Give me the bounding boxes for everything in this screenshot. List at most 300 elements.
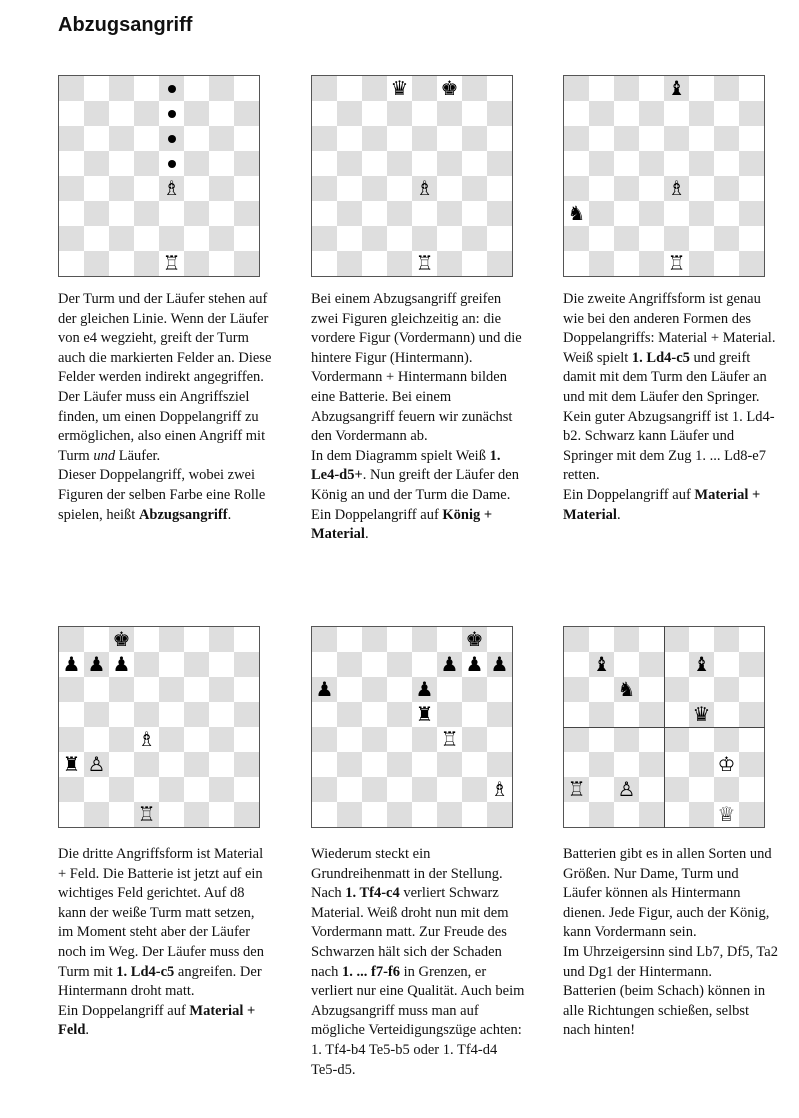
square-g6 — [714, 677, 739, 702]
square-d7 — [387, 101, 412, 126]
square-b6 — [84, 126, 109, 151]
square-f7 — [437, 101, 462, 126]
square-f6 — [437, 677, 462, 702]
square-a3 — [59, 752, 84, 777]
paragraph — [58, 466, 273, 525]
black-pawn-icon: ♟ — [490, 652, 509, 676]
square-g3 — [209, 752, 234, 777]
marked-square-dot — [168, 110, 176, 118]
square-c6 — [362, 126, 387, 151]
square-e1 — [664, 802, 689, 827]
square-g6 — [209, 677, 234, 702]
square-b1 — [84, 802, 109, 827]
black-pawn-icon: ♟ — [465, 652, 484, 676]
square-h7 — [739, 101, 764, 126]
square-d2 — [134, 777, 159, 802]
square-a4 — [59, 727, 84, 752]
square-d4 — [639, 176, 664, 201]
text-run: verliert Schwarz Material. Weiß droht nun mit dem Vordermann matt. Zur Freude des Schwarzen hält sich der Schaden nach — [311, 885, 509, 980]
square-g7 — [462, 652, 487, 677]
square-c4 — [614, 727, 639, 752]
square-d3 — [134, 752, 159, 777]
chessboard-diagram-4 — [58, 626, 260, 828]
square-e7 — [159, 652, 184, 677]
square-h8 — [234, 76, 259, 101]
bold-text: 1. Tf4-c4 — [345, 885, 400, 902]
square-h3 — [487, 752, 512, 777]
square-c3 — [362, 752, 387, 777]
square-e5 — [159, 151, 184, 176]
square-h5 — [487, 151, 512, 176]
square-h5 — [487, 702, 512, 727]
square-a3 — [59, 201, 84, 226]
square-c3 — [614, 201, 639, 226]
paragraph — [311, 845, 526, 1080]
square-h1 — [739, 802, 764, 827]
square-c7 — [614, 101, 639, 126]
square-c6 — [109, 677, 134, 702]
square-h5 — [739, 151, 764, 176]
square-a1 — [59, 251, 84, 276]
square-g4 — [209, 727, 234, 752]
square-f1 — [437, 802, 462, 827]
square-c2 — [362, 226, 387, 251]
text-column-4 — [58, 845, 273, 1041]
square-g2 — [209, 226, 234, 251]
square-d8 — [387, 76, 412, 101]
square-h2 — [487, 777, 512, 802]
square-d5 — [639, 151, 664, 176]
square-e3 — [664, 752, 689, 777]
square-c5 — [362, 151, 387, 176]
square-c3 — [614, 752, 639, 777]
text-column-3 — [563, 290, 778, 525]
black-rook-icon: ♜ — [62, 752, 81, 776]
square-c7 — [109, 101, 134, 126]
square-g8 — [462, 76, 487, 101]
square-b6 — [337, 677, 362, 702]
square-h8 — [487, 627, 512, 652]
text-column-6 — [563, 845, 778, 1041]
square-h1 — [234, 802, 259, 827]
chessboard-diagram-1 — [58, 75, 260, 277]
square-b1 — [337, 251, 362, 276]
square-a6 — [59, 677, 84, 702]
square-b2 — [337, 777, 362, 802]
square-a6 — [564, 126, 589, 151]
square-h3 — [234, 752, 259, 777]
square-a8 — [312, 76, 337, 101]
marked-square-dot — [168, 160, 176, 168]
square-f5 — [689, 702, 714, 727]
black-pawn-icon: ♟ — [440, 652, 459, 676]
white-king-icon: ♔ — [717, 752, 736, 776]
square-g5 — [462, 702, 487, 727]
paragraph — [563, 982, 778, 1041]
square-g2 — [462, 226, 487, 251]
bold-text: 1. Le4-d5+ — [311, 447, 501, 484]
square-h4 — [739, 176, 764, 201]
square-a8 — [312, 627, 337, 652]
paragraph — [563, 845, 778, 943]
white-queen-icon: ♕ — [717, 802, 736, 826]
square-d4 — [387, 176, 412, 201]
square-c4 — [109, 176, 134, 201]
square-e7 — [664, 101, 689, 126]
square-h7 — [739, 652, 764, 677]
square-b5 — [84, 702, 109, 727]
square-c5 — [362, 702, 387, 727]
square-g7 — [209, 101, 234, 126]
square-b8 — [337, 627, 362, 652]
square-b4 — [84, 727, 109, 752]
black-queen-icon: ♛ — [390, 76, 409, 100]
square-h8 — [739, 627, 764, 652]
square-c5 — [109, 702, 134, 727]
square-e1 — [412, 802, 437, 827]
bold-text: Material + Feld — [58, 1002, 256, 1039]
text-column-1 — [58, 290, 273, 525]
text-run: Wiederum steckt ein Grundreihenmatt in der Stellung. Nach — [311, 846, 503, 902]
white-bishop-icon: ♗ — [137, 727, 156, 751]
square-a4 — [564, 176, 589, 201]
square-h6 — [234, 677, 259, 702]
square-e4 — [664, 727, 689, 752]
quadrant-divider-horizontal — [563, 727, 765, 728]
square-e7 — [412, 652, 437, 677]
square-a2 — [564, 777, 589, 802]
text-run: Batterien gibt es in allen Sorten und Größen. Nur Dame, Turm und Läufer können als Hintermann dienen. Jede Figur, auch der König, kann Vordermann sein. — [563, 846, 772, 941]
square-g1 — [209, 251, 234, 276]
text-run: . Nun greift der Läufer den König an und der Turm die Dame. Ein Doppelangriff auf — [311, 467, 519, 523]
paragraph — [563, 290, 778, 349]
square-b3 — [589, 201, 614, 226]
square-f5 — [184, 702, 209, 727]
black-bishop-icon: ♝ — [692, 652, 711, 676]
black-rook-icon: ♜ — [415, 702, 434, 726]
square-h8 — [739, 76, 764, 101]
square-b1 — [589, 251, 614, 276]
square-f8 — [689, 76, 714, 101]
page-title: Abzugsangriff — [58, 14, 193, 36]
square-h1 — [234, 251, 259, 276]
square-f5 — [184, 151, 209, 176]
square-h2 — [739, 226, 764, 251]
square-d8 — [639, 76, 664, 101]
square-d2 — [134, 226, 159, 251]
square-a2 — [564, 226, 589, 251]
square-h6 — [487, 677, 512, 702]
square-e7 — [159, 101, 184, 126]
square-e6 — [664, 677, 689, 702]
square-e2 — [412, 777, 437, 802]
square-b1 — [337, 802, 362, 827]
square-a7 — [59, 652, 84, 677]
square-g6 — [462, 677, 487, 702]
square-b4 — [84, 176, 109, 201]
square-d3 — [639, 752, 664, 777]
square-d5 — [134, 702, 159, 727]
marked-square-dot — [168, 135, 176, 143]
square-b3 — [84, 752, 109, 777]
bold-text: 1. Ld4-c5 — [116, 963, 175, 980]
square-f5 — [437, 702, 462, 727]
square-f2 — [437, 226, 462, 251]
black-pawn-icon: ♟ — [62, 652, 81, 676]
square-f4 — [689, 727, 714, 752]
square-a5 — [564, 151, 589, 176]
square-b4 — [589, 727, 614, 752]
square-c4 — [362, 176, 387, 201]
square-c1 — [109, 802, 134, 827]
square-a3 — [312, 752, 337, 777]
square-a1 — [312, 802, 337, 827]
square-b6 — [589, 126, 614, 151]
text-run: in Grenzen, er verliert nur eine Qualität. Auch beim Abzugsangriff muss man auf mögliche Verteidigungszüge achten: 1. Tf4-b4 Te5-b5 oder 1. Tf4-d4 Te5-d5. — [311, 963, 525, 1078]
square-b7 — [84, 101, 109, 126]
square-d3 — [387, 752, 412, 777]
square-d5 — [639, 702, 664, 727]
square-h6 — [234, 126, 259, 151]
square-d2 — [387, 777, 412, 802]
black-pawn-icon: ♟ — [315, 677, 334, 701]
square-h1 — [487, 251, 512, 276]
chessboard-diagram-3 — [563, 75, 765, 277]
square-g5 — [714, 702, 739, 727]
square-c3 — [109, 752, 134, 777]
square-b4 — [337, 727, 362, 752]
square-g5 — [462, 151, 487, 176]
square-f7 — [184, 652, 209, 677]
square-f3 — [184, 201, 209, 226]
square-c3 — [362, 201, 387, 226]
square-d2 — [639, 777, 664, 802]
square-g8 — [714, 627, 739, 652]
square-f6 — [184, 677, 209, 702]
square-e4 — [159, 176, 184, 201]
square-d6 — [639, 126, 664, 151]
square-c6 — [614, 677, 639, 702]
paragraph — [311, 290, 526, 447]
square-g1 — [462, 802, 487, 827]
square-f4 — [184, 176, 209, 201]
black-king-icon: ♚ — [465, 627, 484, 651]
square-f8 — [184, 76, 209, 101]
square-c8 — [614, 76, 639, 101]
square-g4 — [714, 176, 739, 201]
text-column-5 — [311, 845, 526, 1080]
square-e4 — [664, 176, 689, 201]
bold-text: Abzugsangriff — [138, 506, 228, 523]
square-h4 — [487, 727, 512, 752]
marked-square-dot — [168, 85, 176, 93]
square-f8 — [184, 627, 209, 652]
square-e4 — [412, 727, 437, 752]
square-c8 — [614, 627, 639, 652]
black-bishop-icon: ♝ — [667, 76, 686, 100]
text-run: . — [227, 506, 232, 523]
square-b7 — [337, 101, 362, 126]
square-d7 — [134, 101, 159, 126]
square-a4 — [312, 176, 337, 201]
text-run: angreifen. Der Hintermann droht matt. — [58, 963, 262, 1000]
square-g2 — [714, 226, 739, 251]
square-g7 — [462, 101, 487, 126]
bold-text: 1. ... f7-f6 — [342, 963, 400, 980]
white-rook-icon: ♖ — [415, 251, 434, 275]
square-f6 — [689, 677, 714, 702]
square-d6 — [134, 126, 159, 151]
square-g4 — [209, 176, 234, 201]
square-d1 — [387, 802, 412, 827]
square-c8 — [109, 627, 134, 652]
square-b8 — [84, 76, 109, 101]
square-c7 — [362, 652, 387, 677]
white-bishop-icon: ♗ — [162, 176, 181, 200]
square-e6 — [159, 126, 184, 151]
square-b2 — [84, 226, 109, 251]
square-b5 — [589, 702, 614, 727]
black-queen-icon: ♛ — [692, 702, 711, 726]
square-g8 — [714, 76, 739, 101]
square-c8 — [362, 76, 387, 101]
square-f5 — [437, 151, 462, 176]
square-f3 — [437, 752, 462, 777]
square-f7 — [184, 101, 209, 126]
paragraph — [58, 290, 273, 466]
square-a5 — [564, 702, 589, 727]
square-d8 — [134, 76, 159, 101]
square-d6 — [387, 126, 412, 151]
white-pawn-icon: ♙ — [87, 752, 106, 776]
square-h2 — [234, 226, 259, 251]
chessboard-diagram-5 — [311, 626, 513, 828]
paragraph — [58, 845, 273, 1002]
square-d7 — [387, 652, 412, 677]
square-e8 — [159, 76, 184, 101]
square-h6 — [739, 126, 764, 151]
square-h2 — [739, 777, 764, 802]
square-d6 — [387, 677, 412, 702]
square-d4 — [134, 176, 159, 201]
text-run: . — [364, 526, 369, 543]
square-f3 — [184, 752, 209, 777]
white-rook-icon: ♖ — [137, 802, 156, 826]
square-b4 — [337, 176, 362, 201]
square-e8 — [412, 76, 437, 101]
square-b6 — [589, 677, 614, 702]
square-f8 — [689, 627, 714, 652]
square-g5 — [209, 151, 234, 176]
square-b2 — [84, 777, 109, 802]
square-g7 — [714, 101, 739, 126]
square-g7 — [209, 652, 234, 677]
square-d1 — [387, 251, 412, 276]
square-h5 — [234, 702, 259, 727]
text-run: Kein guter Abzugsangriff ist 1. Ld4-b2. Schwarz kann Läufer und Springer mit dem Zug 1. ... Ld8-e7 retten. — [563, 408, 775, 484]
square-e8 — [412, 627, 437, 652]
square-g6 — [714, 126, 739, 151]
bold-text: 1. Ld4-c5 — [631, 349, 690, 366]
square-a7 — [564, 101, 589, 126]
text-run: Die dritte Angriffsform ist Material + Feld. Die Batterie ist jetzt auf ein wichtiges Feld gerichtet. Auf d8 kann der weiße Turm matt setzen, im Moment steht aber der Läufer noch im Weg. Der Läufer muss den Turm mit — [58, 846, 264, 980]
square-g8 — [209, 627, 234, 652]
square-b2 — [337, 226, 362, 251]
square-e1 — [412, 251, 437, 276]
square-d1 — [639, 251, 664, 276]
square-g4 — [714, 727, 739, 752]
square-b3 — [337, 201, 362, 226]
square-e3 — [412, 201, 437, 226]
square-h5 — [234, 151, 259, 176]
square-h1 — [487, 802, 512, 827]
square-c1 — [614, 251, 639, 276]
square-d1 — [134, 251, 159, 276]
square-g1 — [714, 802, 739, 827]
square-c7 — [614, 652, 639, 677]
square-h4 — [487, 176, 512, 201]
text-run: Läufer. — [115, 447, 161, 464]
square-a4 — [59, 176, 84, 201]
square-b7 — [589, 652, 614, 677]
square-a1 — [564, 251, 589, 276]
square-a5 — [312, 151, 337, 176]
square-c1 — [362, 802, 387, 827]
square-e1 — [159, 251, 184, 276]
square-c7 — [362, 101, 387, 126]
square-g5 — [714, 151, 739, 176]
text-run: Batterien (beim Schach) können in alle Richtungen schießen, selbst nach hinten! — [563, 983, 766, 1039]
square-a8 — [59, 627, 84, 652]
square-g6 — [462, 126, 487, 151]
square-d3 — [639, 201, 664, 226]
square-g1 — [714, 251, 739, 276]
text-run: Die zweite Angriffsform ist genau wie bei den anderen Formen des Doppelangriffs: Material + Material. — [563, 291, 776, 347]
square-c2 — [109, 226, 134, 251]
square-h7 — [487, 652, 512, 677]
square-d5 — [387, 151, 412, 176]
square-c8 — [109, 76, 134, 101]
square-b5 — [589, 151, 614, 176]
square-e6 — [664, 126, 689, 151]
square-e3 — [412, 752, 437, 777]
square-d7 — [639, 101, 664, 126]
text-run: . — [85, 1022, 90, 1039]
square-h7 — [234, 652, 259, 677]
square-e4 — [412, 176, 437, 201]
white-rook-icon: ♖ — [440, 727, 459, 751]
square-a6 — [59, 126, 84, 151]
white-bishop-icon: ♗ — [490, 777, 509, 801]
square-f3 — [689, 752, 714, 777]
square-c3 — [109, 201, 134, 226]
square-d1 — [134, 802, 159, 827]
square-b7 — [337, 652, 362, 677]
square-d4 — [639, 727, 664, 752]
square-a8 — [564, 627, 589, 652]
square-d5 — [387, 702, 412, 727]
square-f1 — [437, 251, 462, 276]
square-c1 — [109, 251, 134, 276]
square-d8 — [639, 627, 664, 652]
square-b8 — [589, 627, 614, 652]
square-b6 — [84, 677, 109, 702]
white-rook-icon: ♖ — [162, 251, 181, 275]
square-c5 — [109, 151, 134, 176]
black-pawn-icon: ♟ — [415, 677, 434, 701]
square-e6 — [412, 677, 437, 702]
square-a4 — [312, 727, 337, 752]
